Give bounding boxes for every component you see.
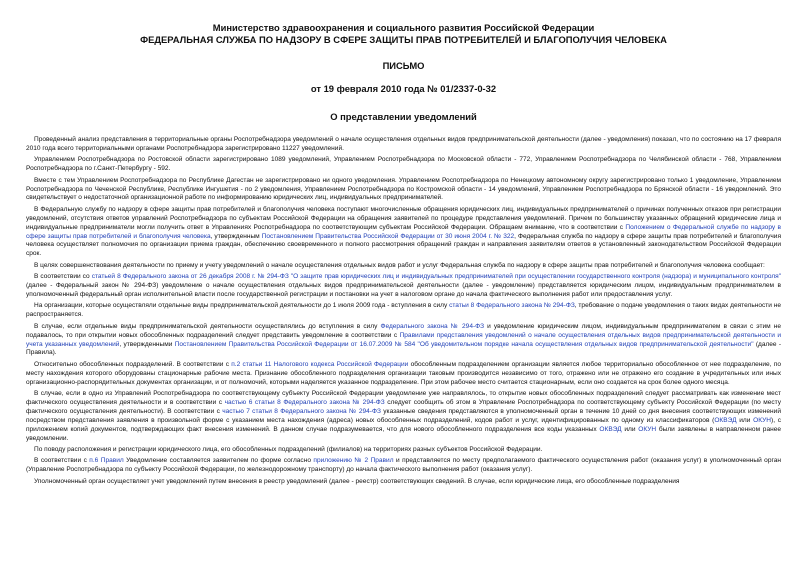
paragraph-12: В соответствии с п.6 Правил Уведомление составляется заявителем по форме согласно приложению № 2 Правил и представляется по месту предполагаемого фактического осуществления работ (оказания услуг) в уполномоченный орган (Управление Роспотребнадзора по субъекту Российской Федерации, по железнодорожному транспорту) до начала фактического выполнения работ (оказания услуг).	[26, 457, 781, 474]
link-rules[interactable]: Правилами представления уведомлений о начале осуществления отдельных видов предпринимательской деятельности и учета указанных уведомлений	[26, 331, 781, 348]
paragraph-8: В случае, если отдельные виды предпринимательской деятельности осуществлялись до вступления в силу Федерального закона № 294-ФЗ и уведомление юридическим лицом, индивидуальным предпринимателем в связи с этим не подавалось, то при открытии новых обособленных подразделений следует представить уведомление в соответствии с Правилами представления уведомлений о начале осуществления отдельных видов предпринимательской деятельности и учета указанных уведомлений, утвержденными Постановлением Правительства Российской Федерации от 16.07.2009 № 584 "Об уведомительном порядке начала осуществления отдельных видов предпринимательской деятельности" (далее - Правила).	[26, 322, 782, 357]
paragraph-10: В случае, если в одно из Управлений Роспотребнадзора по соответствующему субъекту Российской Федерации уведомление уже направлялось, то открытие новых обособленных подразделений следует рассматривать как изменение мест фактического осуществления деятельности и в соответствии с частью 6 статьи 8 Федерального закона № 294-ФЗ следует сообщить об этом в Управление Роспотребнадзора по соответствующему субъекту Российской Федерации (по месту фактического осуществления деятельности). В соответствии с частью 7 статьи 8 Федерального закона № 294-ФЗ указанные сведения представляются в уполномоченный орган в течение 10 дней со дня внесения соответствующих изменений посредством представления заявления в произвольной форме с указанием места нахождения (адреса) новых обособленных подразделений, кодов работ и услуг, идентифицированных по одному из классификаторов (ОКВЭД или ОКУН), с приложением копий документов, подтверждающих факт внесения изменений. В данном случае подразумевается, что для нового обособленного подразделения все коды указанных ОКВЭД или ОКУН были заявлены в направленном ранее уведомлении.	[26, 390, 782, 442]
doc-date-number: от 19 февраля 2010 года № 01/2337-0-32	[310, 83, 497, 94]
paragraph-9: Относительно обособленных подразделений. В соответствии с п.2 статьи 11 Налогового кодекса Российской Федерации обособленным подразделением организации является любое территориально обособленное от нее подразделение, по месту нахождения которого оборудованы стационарные рабочие места. Признание обособленного подразделения организации таковым производится независимо от того, отражено или не отражено его создание в учредительных или иных организационно-распорядительных документах организации, и от полномочий, которыми наделяется указанное подразделение. При этом рабочее место считается стационарным, если оно создается на срок более одного месяца.	[26, 360, 781, 386]
link-okun-2[interactable]: ОКУН	[638, 425, 657, 433]
link-okved[interactable]: ОКВЭД	[714, 416, 737, 424]
paragraph-6: В соответствии со статьей 8 Федерального закона от 26 декабря 2008 г. № 294-ФЗ "О защите прав юридических лиц и индивидуальных предпринимателей при осуществлении государственного контроля (надзора) и муниципального контроля" (далее - Федеральный закон № 294-ФЗ) уведомление о начале осуществления отдельных видов предпринимательской деятельности (далее - уведомление) представляется юридическим лицом, индивидуальным предпринимателем в уполномоченный федеральный орган исполнительной власти после государственной регистрации и постановки на учет в налоговом органе до начала фактического выполнения работ или предоставления услуг.	[26, 273, 782, 298]
paragraph-2: Управлением Роспотребнадзора по Ростовской области зарегистрировано 1089 уведомлений, Управлением Роспотребнадзора по Московской области - 772, Управлением Роспотребнадзора по Челябинской области - 768, Управлением Роспотребнадзора по г.Санкт-Петербургу - 592.	[26, 156, 781, 173]
paragraph-3: Вместе с тем Управлением Роспотребнадзора по Республике Дагестан не зарегистрировано ни одного уведомления. Управлением Роспотребнадзора по Ненецкому автономному округу зарегистрировано только 1 уведомление, Управлением Роспотребнадзора по Чеченской Республике, Республике Ингушетия - по 2 уведомления, Управлением Роспотребнадзора по Костромской области - 14 уведомлений, Управлением Роспотребнадзора по Брянской области - 16 уведомлений. Это свидетельствует о недостаточной организационной работе по информированию юридических лиц, индивидуальных предпринимателей.	[26, 176, 781, 202]
link-regulation-322[interactable]: Положением о Федеральной службе по надзору в сфере защиты прав потребителей и благополучия человека	[26, 223, 781, 240]
link-rules-appendix2[interactable]: приложению № 2 Правил	[313, 457, 394, 465]
paragraph-13: Уполномоченный орган осуществляет учет уведомлений путем внесения в реестр уведомлений (далее - реестр) соответствующих сведений. В случае, если юридические лица, его обособленные подразделения	[34, 477, 680, 485]
paragraph-5: В целях совершенствования деятельности по приему и учету уведомлений о начале осуществления отдельных видов работ и услуг Федеральная служба по надзору в сфере защиты прав потребителей и благополучия человека сообщает:	[34, 261, 765, 269]
link-law-294[interactable]: Федерального закона № 294-ФЗ	[380, 322, 485, 330]
link-rules-p6[interactable]: п.6 Правил	[89, 457, 124, 465]
link-decree-584[interactable]: Постановлением Правительства Российской Федерации от 16.07.2009 № 584 "Об уведомительном порядке начала осуществления отдельных видов предпринимательской деятельности"	[174, 340, 754, 348]
paragraph-1: Проведенный анализ представления в территориальные органы Роспотребнадзора уведомлений о начале осуществления отдельных видов предпринимательской деятельности (далее - уведомления) показал, что по состоянию на 17 февраля 2010 года всего территориальными органами Роспотребнадзора зарегистрировано 11227 уведомлений.	[26, 136, 781, 152]
link-tax-code-art11[interactable]: п.2 статьи 11 Налогового кодекса Российской Федерации	[231, 360, 409, 368]
doc-type: ПИСЬМО	[382, 60, 425, 71]
paragraph-7: На организации, которые осуществляли отдельные виды предпринимательской деятельности до 1 июля 2009 года - вступления в силу статьи 8 Федерального закона № 294-ФЗ, требование о подаче уведомления о таких видах деятельности не распространяется.	[26, 302, 781, 319]
doc-subject: О представлении уведомлений	[330, 111, 477, 122]
service-name: ФЕДЕРАЛЬНАЯ СЛУЖБА ПО НАДЗОРУ В СФЕРЕ ЗАЩИТЫ ПРАВ ПОТРЕБИТЕЛЕЙ И БЛАГОПОЛУЧИЯ ЧЕЛОВЕКА	[140, 34, 667, 45]
link-okun[interactable]: ОКУН	[753, 416, 772, 424]
link-okved-2[interactable]: ОКВЭД	[599, 425, 622, 433]
ministry-name: Министерство здравоохранения и социального развития Российской Федерации	[212, 22, 595, 33]
link-art8-part7[interactable]: частью 7 статьи 8 Федерального закона № 294-ФЗ	[222, 407, 381, 415]
paragraph-4: В Федеральную службу по надзору в сфере защиты прав потребителей и благополучия человека поступают многочисленные обращения юридических лиц, индивидуальных предпринимателей о причинах полученных отказов при регистрации уведомлений, отсутствия ответов управлений Роспотребнадзора по субъектам Российской Федерации на обращения заявителей по процедуре представления уведомлений. Причем по большинству указанных обращений юридические лица и индивидуальные предприниматели могли получить ответ в Управлениях Роспотребнадзора по соответствующим субъектам Российской Федерации. Обращаем внимание, что в соответствии с Положением о Федеральной службе по надзору в сфере защиты прав потребителей и благополучия человека, утвержденным Постановлением Правительства Российской Федерации от 30 июня 2004 г. № 322, Федеральная служба по надзору в сфере защиты прав потребителей и благополучия человека осуществляет полномочия по организации приема граждан, обеспечению своевременного и полного рассмотрения обращений граждан и направления заявителям ответов в установленный законодательством Российской Федерации срок.	[26, 205, 782, 258]
document-body	[26, 136, 781, 487]
link-art8-294[interactable]: статьи 8 Федерального закона № 294-ФЗ	[449, 302, 575, 310]
link-art8-part6[interactable]: частью 6 статьи 8 Федерального закона № 294-ФЗ	[224, 398, 385, 406]
link-decree-322[interactable]: Постановлением Правительства Российской Федерации от 30 июня 2004 г. № 322	[261, 232, 515, 240]
paragraph-11: По поводу расположения и регистрации юридического лица, его обособленных подразделений (филиалов) на территориях разных субъектов Российской Федерации.	[34, 446, 543, 453]
link-law-294-art8[interactable]: статьей 8 Федерального закона от 26 декабря 2008 г. № 294-ФЗ "О защите прав юридических лиц и индивидуальных предпринимателей при осуществлении государственного контроля (надзора) и муниципального контроля"	[91, 273, 782, 281]
